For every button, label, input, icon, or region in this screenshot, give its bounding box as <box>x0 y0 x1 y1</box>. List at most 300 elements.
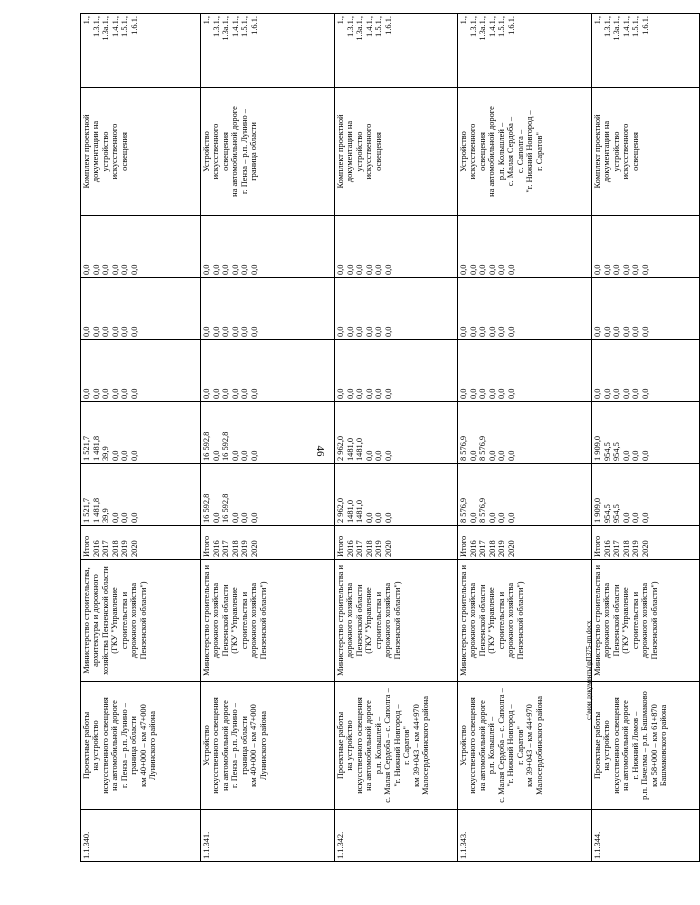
funding-v1-line: 1 521,7 <box>82 497 91 523</box>
indicator-codes-line: 1., <box>202 16 211 25</box>
activity-name-line: "г. Нижний Новгород – <box>392 704 402 787</box>
funding-v4-line: 0,0 <box>612 326 621 337</box>
funding-v2-line: 39,9 <box>101 446 110 461</box>
activity-name-line: искусственного освещения <box>468 697 478 794</box>
funding-v5-line: 0,0 <box>621 264 631 275</box>
executor-line: строительства и <box>119 591 129 650</box>
executor-line: Пензенской области") <box>258 581 268 660</box>
activity-name-line: с. Малая Сердоба – с. Саполга – <box>383 688 393 803</box>
years-line: 2017 <box>478 540 487 557</box>
funding-v2-line: 0,0 <box>110 450 120 461</box>
indicator-codes-line: 1., <box>593 16 602 25</box>
row-number: 1.1.340. <box>81 810 201 862</box>
executor-line: (ГКУ "Управление <box>487 587 497 654</box>
funding-v3-line: 0,0 <box>82 388 91 399</box>
activity-name <box>335 682 458 810</box>
executor-line: дорожного хозяйства <box>602 582 612 659</box>
executor-line: Министерство строительства и <box>459 565 468 676</box>
funding-v2 <box>592 402 700 464</box>
funding-v4-line: 0,0 <box>621 326 631 337</box>
funding-v3-line: 0,0 <box>468 388 478 399</box>
funding-v3-line: 0,0 <box>364 388 374 399</box>
expected-result-line: Комплект проектной <box>82 114 91 189</box>
indicator-codes-line: 1., <box>82 16 91 25</box>
funding-v5-line: 0,0 <box>631 264 640 275</box>
executor-line: дорожного хозяйства <box>129 582 139 659</box>
funding-v3 <box>201 340 335 402</box>
indicator-codes <box>81 14 201 88</box>
funding-v5-line: 0,0 <box>593 264 602 275</box>
funding-v5-line: 0,0 <box>487 264 497 275</box>
activity-name-line: на устройство <box>345 720 355 771</box>
years-line: 2016 <box>91 540 101 557</box>
activity-name-line: г. Саратов" <box>515 726 525 765</box>
executor <box>335 560 458 682</box>
indicator-codes <box>201 14 335 88</box>
funding-v2 <box>81 402 201 464</box>
indicator-codes-line: 1.6.1. <box>129 16 139 35</box>
indicator-codes-line: 1.5.1., <box>631 16 640 37</box>
funding-v4 <box>592 278 700 340</box>
funding-v5-line: 0,0 <box>364 264 374 275</box>
funding-v3-line: 0,0 <box>621 388 631 399</box>
activity-name-line: км 40+000 – км 47+000 <box>138 704 148 787</box>
funding-v1-line: 1 909,0 <box>593 497 602 523</box>
funding-v4 <box>81 278 201 340</box>
activity-name-line: Проектные работы <box>593 711 602 780</box>
funding-v4-line: 0,0 <box>129 326 139 337</box>
funding-v5-line: 0,0 <box>383 264 393 275</box>
activity-name-line: г. Нижний Ломов – <box>630 711 640 780</box>
activity-name-line: искусственного освещения <box>211 697 221 794</box>
funding-v4-line: 0,0 <box>221 326 230 337</box>
expected-result-line: освещения <box>119 132 129 171</box>
funding-v2-line: 0,0 <box>497 450 506 461</box>
funding-v1-line: 954,5 <box>602 504 612 523</box>
funding-v1-line: 39,9 <box>101 508 110 523</box>
indicator-codes-line: 1.3а.1., <box>612 16 621 41</box>
executor-line: строительства и <box>496 591 506 650</box>
indicator-codes-line: 1., <box>336 16 345 25</box>
funding-v3-line: 0,0 <box>221 388 230 399</box>
expected-result-line: устройство <box>100 131 110 172</box>
years-line: Итого <box>593 535 602 557</box>
activity-name <box>81 682 201 810</box>
funding-v1-line: 1481,0 <box>345 499 355 523</box>
expected-result-line: с. Саполга – <box>515 129 525 174</box>
funding-v2-line: 0,0 <box>211 450 221 461</box>
funding-v3-line: 0,0 <box>129 388 139 399</box>
funding-v2-line: 0,0 <box>230 450 240 461</box>
funding-v2-line: 0,0 <box>374 450 383 461</box>
activity-name-line: "г. Нижний Новгород – <box>506 704 516 787</box>
indicator-codes-line: 1.4.1., <box>487 16 497 37</box>
funding-v1-line: 2 962,0 <box>336 497 345 523</box>
page-number: 46 <box>314 445 326 457</box>
funding-v4-line: 0,0 <box>82 326 91 337</box>
funding-v5-line: 0,0 <box>249 264 259 275</box>
funding-v1-line: 0,0 <box>240 512 249 523</box>
funding-v3-line: 0,0 <box>230 388 240 399</box>
indicator-codes-line: 1.6.1. <box>383 16 393 35</box>
executor-line: Пензенской области") <box>392 581 402 660</box>
indicator-codes-line: 1.3.1., <box>211 16 221 37</box>
funding-v5-line: 0,0 <box>240 264 249 275</box>
funding-v5-line: 0,0 <box>211 264 221 275</box>
indicator-codes-line: 1.4.1., <box>364 16 374 37</box>
funding-v2-line: 0,0 <box>621 450 631 461</box>
funding-v3 <box>458 340 592 402</box>
funding-v5-line: 0,0 <box>374 264 383 275</box>
funding-v2-line: 0,0 <box>120 450 129 461</box>
activity-name <box>201 682 335 810</box>
indicator-codes-line: 1.6.1. <box>640 16 650 35</box>
funding-v2-line: 954,5 <box>602 442 612 461</box>
funding-v4-line: 0,0 <box>345 326 355 337</box>
funding-v5-line: 0,0 <box>478 264 487 275</box>
years-line: Итого <box>336 535 345 557</box>
expected-result-line: искусственного <box>621 123 631 180</box>
expected-result-line: искусственного <box>110 123 120 180</box>
executor-line: дорожного хозяйства <box>345 582 355 659</box>
funding-v2-line: 0,0 <box>506 450 516 461</box>
row-number: 1.1.344. <box>592 810 700 862</box>
indicator-codes-line: 1.4.1., <box>230 16 240 37</box>
expected-result-line: освещения <box>477 132 487 171</box>
years <box>81 526 201 560</box>
expected-result-line: Устройство <box>459 131 468 172</box>
executor-line: дорожного хозяйства <box>640 582 650 659</box>
funding-v5 <box>81 216 201 278</box>
executor-line: дорожного хозяйства <box>249 582 259 659</box>
executor-line: хозяйства Пензенской области <box>100 566 110 675</box>
indicator-codes-line: 1.5.1., <box>374 16 383 37</box>
funding-v4-line: 0,0 <box>240 326 249 337</box>
years-line: 2018 <box>110 540 120 557</box>
funding-v2-line: 2 962,0 <box>336 435 345 461</box>
executor-line: дорожного хозяйства <box>211 582 221 659</box>
activity-name-line: км 58+000 – км 61+870 <box>649 704 659 787</box>
funding-v5-line: 0,0 <box>336 264 345 275</box>
funding-v1-line: 0,0 <box>497 512 506 523</box>
funding-v5 <box>592 216 700 278</box>
activity-name-line: Проектные работы <box>82 711 91 780</box>
funding-v5-line: 0,0 <box>459 264 468 275</box>
expected-result-line: освещения <box>220 132 230 171</box>
activity-name <box>592 682 700 810</box>
funding-v3-line: 0,0 <box>602 388 612 399</box>
funding-v2-line: 0,0 <box>364 450 374 461</box>
funding-v2-line: 16 592,8 <box>221 431 230 461</box>
funding-v3-line: 0,0 <box>336 388 345 399</box>
years-line: 2019 <box>497 540 506 557</box>
activity-name-line: Лунинского района <box>258 711 268 780</box>
activity-name-line: на автомобильной дороге <box>110 700 120 791</box>
funding-v4-line: 0,0 <box>101 326 110 337</box>
indicator-codes-line: 1.6.1. <box>506 16 516 35</box>
executor-line: (ГКУ "Управление <box>364 587 374 654</box>
funding-v4-line: 0,0 <box>487 326 497 337</box>
program-table <box>80 13 700 862</box>
funding-v3-line: 0,0 <box>120 388 129 399</box>
years-line: 2018 <box>364 540 374 557</box>
years-line: 2018 <box>230 540 240 557</box>
funding-v3 <box>335 340 458 402</box>
executor-line: (ГКУ "Управление <box>110 587 120 654</box>
activity-name-line: на устройство <box>602 720 612 771</box>
executor-line: Пензенской области <box>611 584 621 657</box>
funding-v3-line: 0,0 <box>593 388 602 399</box>
funding-v1 <box>335 464 458 526</box>
executor-line: строительства и <box>373 591 383 650</box>
years <box>201 526 335 560</box>
funding-v1-line: 16 592,8 <box>221 493 230 523</box>
activity-name-line: Башмаковского района <box>659 704 669 787</box>
funding-v3-line: 0,0 <box>487 388 497 399</box>
funding-v1-line: 8 576,9 <box>478 497 487 523</box>
funding-v3-line: 0,0 <box>497 388 506 399</box>
funding-v2-line: 8 576,9 <box>459 435 468 461</box>
executor-line: Министерство строительства и <box>593 565 602 676</box>
funding-v3-line: 0,0 <box>240 388 249 399</box>
indicator-codes-line: 1.4.1., <box>110 16 120 37</box>
years-line: Итого <box>459 535 468 557</box>
funding-v3-line: 0,0 <box>101 388 110 399</box>
expected-result-line: Устройство <box>202 131 211 172</box>
funding-v2 <box>335 402 458 464</box>
funding-v5-line: 0,0 <box>91 264 101 275</box>
funding-v1-line: 0,0 <box>487 512 497 523</box>
activity-name-line: искусственного освещения <box>100 697 110 794</box>
funding-v2-line: 16 592,8 <box>202 431 211 461</box>
executor-line: дорожного хозяйства <box>468 582 478 659</box>
indicator-codes <box>335 14 458 88</box>
funding-v5-line: 0,0 <box>497 264 506 275</box>
funding-v4-line: 0,0 <box>110 326 120 337</box>
funding-v1 <box>201 464 335 526</box>
expected-result-line: Комплект проектной <box>593 114 602 189</box>
activity-name-line: км 39+043 – км 44+970 <box>411 704 421 787</box>
funding-v1-line: 0,0 <box>640 512 650 523</box>
table-row <box>335 14 458 862</box>
funding-v1-line: 0,0 <box>621 512 631 523</box>
funding-v5-line: 0,0 <box>82 264 91 275</box>
years-line: 2020 <box>383 540 393 557</box>
indicator-codes-line: 1.3.1., <box>468 16 478 37</box>
funding-v3-line: 0,0 <box>631 388 640 399</box>
indicator-codes-line: 1.3а.1., <box>478 16 487 41</box>
activity-name-line: г. Пенза – р.п. Лунино – <box>230 703 240 788</box>
expected-result-line: с. Малая Сердоба – <box>506 116 516 187</box>
funding-v4-line: 0,0 <box>355 326 364 337</box>
funding-v2 <box>201 402 335 464</box>
expected-result <box>81 88 201 216</box>
funding-v3-line: 0,0 <box>640 388 650 399</box>
funding-v3-line: 0,0 <box>110 388 120 399</box>
activity-name <box>458 682 592 810</box>
funding-v5-line: 0,0 <box>345 264 355 275</box>
funding-v5-line: 0,0 <box>468 264 478 275</box>
funding-v1-line: 16 592,8 <box>202 493 211 523</box>
funding-v2 <box>458 402 592 464</box>
funding-v4 <box>201 278 335 340</box>
funding-v2-line: 1481,0 <box>345 437 355 461</box>
years-line: 2018 <box>621 540 631 557</box>
activity-name-line: на автомобильной дороге <box>364 700 374 791</box>
funding-v5-line: 0,0 <box>355 264 364 275</box>
executor-line: Пензенской области") <box>138 581 148 660</box>
funding-v2-line: 0,0 <box>129 450 139 461</box>
expected-result-line: устройство <box>354 131 364 172</box>
expected-result <box>335 88 458 216</box>
expected-result-line: граница области <box>249 122 259 181</box>
funding-v2-line: 0,0 <box>487 450 497 461</box>
funding-v3-line: 0,0 <box>345 388 355 399</box>
funding-v4-line: 0,0 <box>506 326 516 337</box>
funding-v3-line: 0,0 <box>355 388 364 399</box>
years-line: 2020 <box>129 540 139 557</box>
indicator-codes-line: 1.3.1., <box>345 16 355 37</box>
funding-v1-line: 0,0 <box>631 512 640 523</box>
funding-v1-line: 0,0 <box>249 512 259 523</box>
activity-name-line: Лунинского района <box>148 711 158 780</box>
activity-name-line: на автомобильной дороге <box>477 700 487 791</box>
funding-v4-line: 0,0 <box>336 326 345 337</box>
years-line: 2017 <box>101 540 110 557</box>
executor-line: дорожного хозяйства <box>383 582 393 659</box>
footer-path: c:\мои документы\рП375-пп.docx <box>585 620 593 720</box>
funding-v4-line: 0,0 <box>202 326 211 337</box>
expected-result-line: Комплект проектной <box>336 114 345 189</box>
years-line: 2017 <box>221 540 230 557</box>
funding-v4-line: 0,0 <box>211 326 221 337</box>
funding-v5 <box>201 216 335 278</box>
funding-v2-line: 0,0 <box>240 450 249 461</box>
activity-name-line: искусственного освещения <box>354 697 364 794</box>
funding-v1-line: 0,0 <box>110 512 120 523</box>
indicator-codes-line: 1.3.1., <box>91 16 101 37</box>
table-body <box>81 14 700 862</box>
executor-line: дорожного хозяйства <box>506 582 516 659</box>
funding-v5-line: 0,0 <box>110 264 120 275</box>
years-line: 2020 <box>249 540 259 557</box>
funding-v1-line: 0,0 <box>506 512 516 523</box>
funding-v5 <box>458 216 592 278</box>
funding-v4-line: 0,0 <box>631 326 640 337</box>
executor <box>458 560 592 682</box>
indicator-codes-line: 1.3а.1., <box>221 16 230 41</box>
expected-result <box>201 88 335 216</box>
funding-v5-line: 0,0 <box>602 264 612 275</box>
activity-name-line: граница области <box>129 716 139 775</box>
funding-v4-line: 0,0 <box>640 326 650 337</box>
funding-v5-line: 0,0 <box>202 264 211 275</box>
funding-v3-line: 0,0 <box>459 388 468 399</box>
activity-name-line: км 40+000 – км 47+000 <box>249 704 259 787</box>
funding-v4-line: 0,0 <box>120 326 129 337</box>
funding-v4-line: 0,0 <box>364 326 374 337</box>
funding-v3-line: 0,0 <box>612 388 621 399</box>
funding-v4-line: 0,0 <box>230 326 240 337</box>
executor <box>201 560 335 682</box>
funding-v4-line: 0,0 <box>374 326 383 337</box>
funding-v3-line: 0,0 <box>506 388 516 399</box>
funding-v1 <box>592 464 700 526</box>
activity-name-line: Устройство <box>459 725 468 766</box>
funding-v4-line: 0,0 <box>497 326 506 337</box>
row-number: 1.1.341. <box>201 810 335 862</box>
years <box>592 526 700 560</box>
activity-name-line: Проектные работы <box>336 711 345 780</box>
years-line: Итого <box>202 535 211 557</box>
funding-v4 <box>458 278 592 340</box>
funding-v1-line: 1481,0 <box>355 499 364 523</box>
funding-v4-line: 0,0 <box>468 326 478 337</box>
expected-result-line: искусственного <box>364 123 374 180</box>
funding-v5-line: 0,0 <box>640 264 650 275</box>
executor-line: Пензенской области <box>354 584 364 657</box>
funding-v2-line: 8 576,9 <box>478 435 487 461</box>
activity-name-line: с. Малая Сердоба – с. Саполга – <box>496 688 506 803</box>
activity-name-line: р.п. Кольшлей – <box>487 716 497 775</box>
funding-v1-line: 0,0 <box>211 512 221 523</box>
executor-line: Министерство строительства и <box>336 565 345 676</box>
table-row <box>201 14 335 862</box>
funding-v1-line: 0,0 <box>120 512 129 523</box>
funding-v3-line: 0,0 <box>383 388 393 399</box>
years-line: 2017 <box>612 540 621 557</box>
activity-name-line: граница области <box>239 716 249 775</box>
executor-line: (ГКУ "Управление <box>621 587 631 654</box>
funding-v4-line: 0,0 <box>459 326 468 337</box>
activity-name-line: р.п. Кольшлей – <box>373 716 383 775</box>
activity-name-line: искусственного освещения <box>611 697 621 794</box>
funding-v4-line: 0,0 <box>593 326 602 337</box>
executor <box>592 560 700 682</box>
funding-v1 <box>458 464 592 526</box>
funding-v3-line: 0,0 <box>211 388 221 399</box>
funding-v2-line: 1481,0 <box>355 437 364 461</box>
years-line: 2016 <box>211 540 221 557</box>
indicator-codes-line: 1.3а.1., <box>355 16 364 41</box>
funding-v3-line: 0,0 <box>478 388 487 399</box>
expected-result-line: г. Саратов" <box>534 132 544 171</box>
funding-v5-line: 0,0 <box>506 264 516 275</box>
years-line: 2018 <box>487 540 497 557</box>
years-line: 2019 <box>240 540 249 557</box>
row-number: 1.1.343. <box>458 810 592 862</box>
indicator-codes-line: 1.4.1., <box>621 16 631 37</box>
funding-v5 <box>335 216 458 278</box>
funding-v1-line: 1 481,8 <box>91 497 101 523</box>
indicator-codes-line: 1.5.1., <box>240 16 249 37</box>
activity-name-line: г. Пенза – р.п. Лунино – <box>119 703 129 788</box>
expected-result-line: р.п. Кольшлей – <box>496 122 506 181</box>
executor-line: (ГКУ "Управление <box>230 587 240 654</box>
expected-result-line: освещения <box>630 132 640 171</box>
funding-v5-line: 0,0 <box>101 264 110 275</box>
indicator-codes-line: 1., <box>459 16 468 25</box>
funding-v2-line: 0,0 <box>383 450 393 461</box>
executor-line: архитектуры и дорожного <box>91 574 101 667</box>
funding-v3-line: 0,0 <box>91 388 101 399</box>
funding-v2-line: 954,5 <box>612 442 621 461</box>
indicator-codes-line: 1.5.1., <box>120 16 129 37</box>
years-line: 2016 <box>602 540 612 557</box>
indicator-codes <box>458 14 592 88</box>
funding-v4 <box>335 278 458 340</box>
years-line: Итого <box>82 535 91 557</box>
